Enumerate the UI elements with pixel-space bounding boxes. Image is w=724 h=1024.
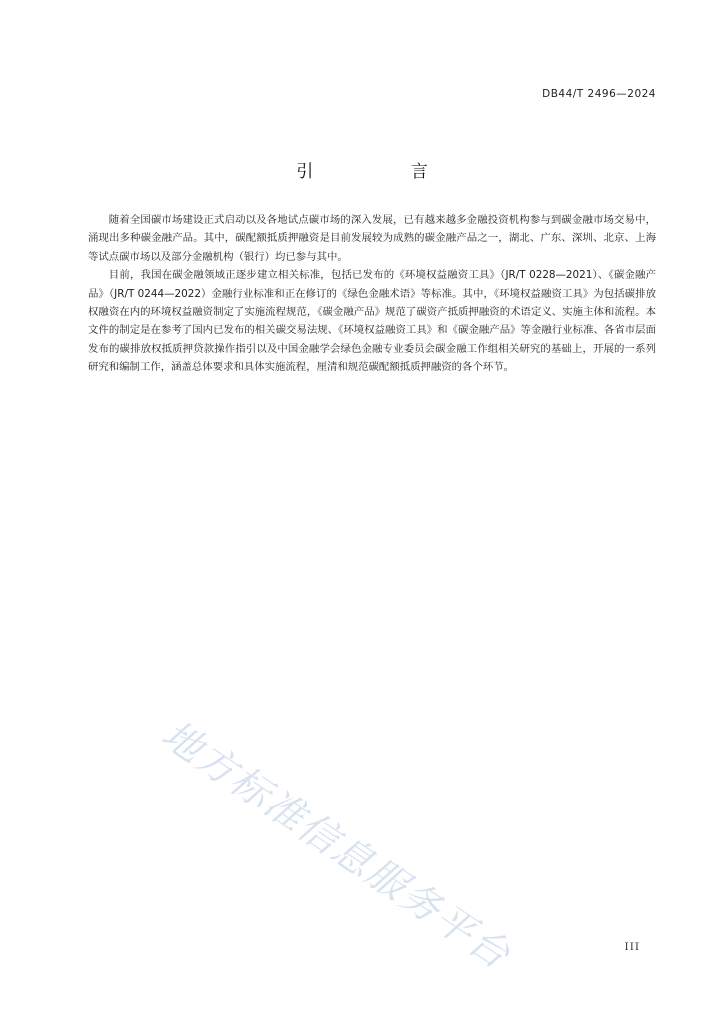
document-code: DB44/T 2496—2024 <box>542 88 656 100</box>
paragraph: 随着全国碳市场建设正式启动以及各地试点碳市场的深入发展，已有越来越多金融投资机构参与到碳金融市场交易中，涌现出多种碳金融产品。其中，碳配额抵质押融资是目前发展较为成熟的碳金融产品之一，湖北、广东、深圳、北京、上海等试点碳市场以及部分金融机构（银行）均已参与其中。 <box>88 214 656 263</box>
body-text <box>88 211 656 377</box>
paragraph: 目前，我国在碳金融领域正逐步建立相关标准，包括已发布的《环境权益融资工具》（JR/T 0228—2021）、《碳金融产品》（JR/T 0244—2022）金融行业标准和正在修订的《绿色金融术语》等标准。其中，《环境权益融资工具》为包括碳排放权融资在内的环境权益融资制定了实施流程规范，《碳金融产品》规范了碳资产抵质押融资的术语定义、实施主体和流程。本文件的制定是在参考了国内已发布的相关碳交易法规、《环境权益融资工具》和《碳金融产品》等金融行业标准、各省市层面发布的碳排放权抵质押贷款操作指引以及中国金融学会绿色金融专业委员会碳金融工作组相关研究的基础上，开展的一系列研究和编制工作，涵盖总体要求和具体实施流程，厘清和规范碳配额抵质押融资的各个环节。 <box>88 269 656 374</box>
section-title: 引 言 <box>296 162 474 182</box>
watermark: 地方标准信息服务平台 <box>153 712 519 979</box>
page-number: III <box>624 941 640 953</box>
